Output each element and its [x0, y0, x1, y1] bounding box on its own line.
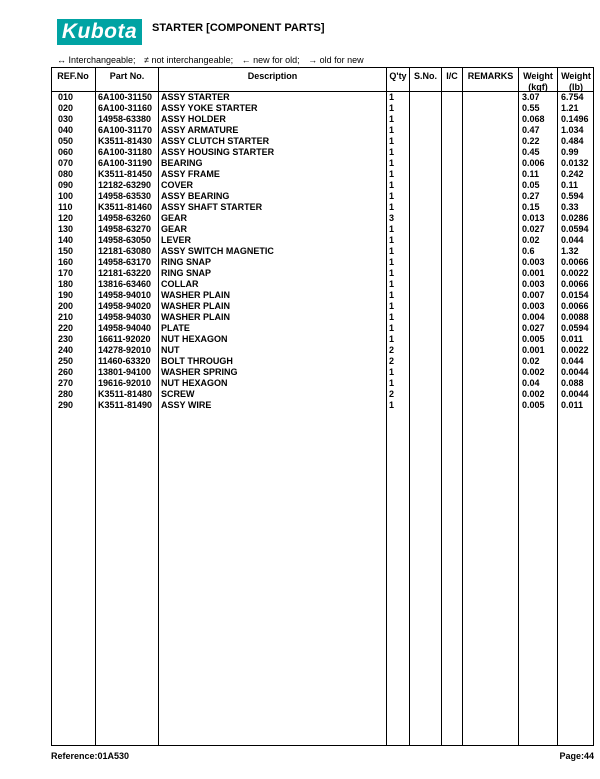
ref-number: 120: [58, 213, 74, 223]
logo-text: Kubota: [61, 20, 138, 43]
table-row: [51, 235, 594, 246]
quantity: 1: [389, 224, 395, 234]
weight-kgf: 0.027: [522, 323, 545, 333]
description: PLATE: [161, 323, 190, 333]
table-row: [51, 180, 594, 191]
quantity: 1: [389, 169, 395, 179]
table-row: [51, 246, 594, 257]
quantity: 1: [389, 180, 395, 190]
quantity: 2: [389, 345, 395, 355]
table-row: [51, 345, 594, 356]
legend-interchangeable: ↔ Interchangeable;: [57, 55, 136, 65]
weight-kgf: 0.003: [522, 257, 545, 267]
weight-kgf: 0.11: [522, 169, 540, 179]
weight-lb: 0.1496: [561, 114, 589, 124]
part-number: 14958-63380: [98, 114, 152, 124]
part-number: 14958-94020: [98, 301, 152, 311]
reference-code: Reference:01A530: [51, 751, 130, 761]
table-row: [51, 400, 594, 411]
quantity: 1: [389, 202, 395, 212]
description: WASHER PLAIN: [161, 301, 231, 311]
part-number: 14958-63260: [98, 213, 152, 223]
part-number: 6A100-31150: [98, 92, 153, 102]
ref-number: 160: [58, 257, 74, 267]
quantity: 1: [389, 268, 395, 278]
description: BEARING: [161, 158, 203, 168]
part-number: 19616-92010: [98, 378, 152, 388]
ref-number: 050: [58, 136, 74, 146]
part-number: 12182-63290: [98, 180, 152, 190]
part-number: 14958-63170: [98, 257, 152, 267]
weight-lb: 0.0044: [561, 367, 589, 377]
weight-lb: 0.0132: [561, 158, 589, 168]
weight-lb: 6.754: [561, 92, 584, 102]
weight-lb: 0.0022: [561, 268, 589, 278]
description: ASSY BEARING: [161, 191, 230, 201]
weight-kgf: 0.002: [522, 367, 545, 377]
ref-number: 140: [58, 235, 74, 245]
ref-number: 070: [58, 158, 74, 168]
part-number: 11460-63320: [98, 356, 151, 366]
weight-lb: 0.088: [561, 378, 584, 388]
weight-kgf: 0.027: [522, 224, 545, 234]
description: NUT: [161, 345, 180, 355]
table-row: [51, 356, 594, 367]
ref-number: 040: [58, 125, 74, 135]
description: ASSY FRAME: [161, 169, 220, 179]
weight-lb: 0.044: [561, 235, 584, 245]
weight-kgf: 0.02: [522, 235, 540, 245]
quantity: 2: [389, 356, 395, 366]
quantity: 1: [389, 191, 395, 201]
description: NUT HEXAGON: [161, 334, 228, 344]
part-number: 6A100-31190: [98, 158, 153, 168]
table-row: [51, 202, 594, 213]
col-header-weight-lb: Weight (lb): [561, 71, 591, 92]
legend: [57, 55, 370, 65]
weight-lb: 0.594: [561, 191, 584, 201]
description: GEAR: [161, 224, 188, 234]
ref-number: 020: [58, 103, 74, 113]
part-number: 16611-92020: [98, 334, 151, 344]
weight-kgf: 0.04: [522, 378, 540, 388]
table-row: [51, 367, 594, 378]
quantity: 1: [389, 235, 395, 245]
ref-number: 110: [58, 202, 73, 212]
ref-number: 280: [58, 389, 74, 399]
part-number: K3511-81450: [98, 169, 153, 179]
legend-old-for-new: → old for new: [308, 55, 364, 65]
ref-number: 290: [58, 400, 74, 410]
weight-lb: 0.044: [561, 356, 584, 366]
quantity: 1: [389, 136, 395, 146]
kubota-logo: [57, 19, 142, 45]
table-row: [51, 290, 594, 301]
weight-kgf: 0.001: [522, 268, 545, 278]
ref-number: 180: [58, 279, 74, 289]
page-number: Page:44: [559, 751, 594, 761]
description: ASSY WIRE: [161, 400, 212, 410]
ref-number: 240: [58, 345, 74, 355]
weight-kgf: 0.45: [522, 147, 540, 157]
description: WASHER PLAIN: [161, 312, 231, 322]
ref-number: 220: [58, 323, 74, 333]
part-number: 13801-94100: [98, 367, 152, 377]
weight-kgf: 0.22: [522, 136, 540, 146]
description: ASSY STARTER: [161, 92, 230, 102]
weight-kgf: 0.002: [522, 389, 545, 399]
ref-number: 230: [58, 334, 74, 344]
quantity: 2: [389, 389, 395, 399]
description: WASHER SPRING: [161, 367, 238, 377]
description: ASSY YOKE STARTER: [161, 103, 258, 113]
ref-number: 250: [58, 356, 74, 366]
quantity: 1: [389, 257, 395, 267]
part-number: 14958-63530: [98, 191, 152, 201]
weight-lb: 0.11: [561, 180, 579, 190]
weight-kgf: 0.005: [522, 400, 545, 410]
table-row: [51, 323, 594, 334]
weight-lb: 0.0594: [561, 323, 589, 333]
quantity: 1: [389, 147, 395, 157]
col-header-description: Description: [247, 71, 298, 81]
description: ASSY SHAFT STARTER: [161, 202, 263, 212]
part-number: 13816-63460: [98, 279, 152, 289]
quantity: 1: [389, 246, 395, 256]
part-number: K3511-81430: [98, 136, 153, 146]
weight-lb: 0.0286: [561, 213, 589, 223]
weight-lb: 1.21: [561, 103, 579, 113]
ref-number: 080: [58, 169, 74, 179]
table-row: [51, 169, 594, 180]
description: COLLAR: [161, 279, 199, 289]
col-header-remarks: REMARKS: [467, 71, 514, 81]
description: ASSY HOUSING STARTER: [161, 147, 275, 157]
table-row: [51, 312, 594, 323]
part-number: 14958-63270: [98, 224, 152, 234]
part-number: 12181-63220: [98, 268, 152, 278]
weight-lb: 1.034: [561, 125, 584, 135]
weight-kgf: 0.001: [522, 345, 545, 355]
weight-kgf: 0.02: [522, 356, 540, 366]
description: RING SNAP: [161, 257, 212, 267]
table-row: [51, 103, 594, 114]
weight-kgf: 3.07: [522, 92, 540, 102]
weight-lb: 1.32: [561, 246, 579, 256]
part-number: K3511-81460: [98, 202, 153, 212]
table-row: [51, 257, 594, 268]
col-header-ic: I/C: [446, 71, 458, 81]
ref-number: 130: [58, 224, 74, 234]
description: WASHER PLAIN: [161, 290, 231, 300]
legend-not-interchangeable: ≠ not interchangeable;: [144, 55, 234, 65]
ref-number: 010: [58, 92, 74, 102]
table-row: [51, 334, 594, 345]
part-number: 14958-94030: [98, 312, 152, 322]
col-header-weight-kgf: Weight (kgf): [523, 71, 553, 92]
weight-lb: 0.0066: [561, 257, 589, 267]
ref-number: 200: [58, 301, 74, 311]
description: ASSY HOLDER: [161, 114, 226, 124]
part-number: 6A100-31180: [98, 147, 153, 157]
quantity: 1: [389, 323, 395, 333]
ref-number: 260: [58, 367, 74, 377]
table-row: [51, 389, 594, 400]
col-header-sno: S.No.: [413, 71, 437, 81]
quantity: 3: [389, 213, 395, 223]
description: LEVER: [161, 235, 192, 245]
table-row: [51, 136, 594, 147]
part-number: K3511-81490: [98, 400, 153, 410]
col-header-part: Part No.: [109, 71, 145, 81]
table-row: [51, 301, 594, 312]
description: COVER: [161, 180, 194, 190]
weight-kgf: 0.15: [522, 202, 540, 212]
part-number: 12181-63080: [98, 246, 152, 256]
quantity: 1: [389, 312, 395, 322]
table-row: [51, 378, 594, 389]
weight-kgf: 0.27: [522, 191, 540, 201]
quantity: 1: [389, 103, 395, 113]
table-body: [51, 92, 594, 411]
part-number: K3511-81480: [98, 389, 153, 399]
quantity: 1: [389, 279, 395, 289]
table-row: [51, 279, 594, 290]
weight-kgf: 0.05: [522, 180, 540, 190]
table-row: [51, 158, 594, 169]
ref-number: 190: [58, 290, 74, 300]
part-number: 14278-92010: [98, 345, 152, 355]
weight-lb: 0.0594: [561, 224, 589, 234]
part-number: 14958-94040: [98, 323, 152, 333]
description: BOLT THROUGH: [161, 356, 233, 366]
part-number: 6A100-31170: [98, 125, 153, 135]
page-title: STARTER [COMPONENT PARTS]: [152, 22, 325, 34]
description: ASSY SWITCH MAGNETIC: [161, 246, 274, 256]
description: SCREW: [161, 389, 195, 399]
description: NUT HEXAGON: [161, 378, 228, 388]
weight-kgf: 0.005: [522, 334, 545, 344]
part-number: 14958-94010: [98, 290, 152, 300]
table-row: [51, 268, 594, 279]
description: ASSY ARMATURE: [161, 125, 239, 135]
weight-kgf: 0.013: [522, 213, 545, 223]
description: GEAR: [161, 213, 188, 223]
weight-lb: 0.0066: [561, 301, 589, 311]
ref-number: 150: [58, 246, 74, 256]
weight-lb: 0.0066: [561, 279, 589, 289]
weight-lb: 0.242: [561, 169, 584, 179]
table-row: [51, 114, 594, 125]
weight-kgf: 0.003: [522, 301, 545, 311]
description: ASSY CLUTCH STARTER: [161, 136, 270, 146]
weight-lb: 0.0154: [561, 290, 589, 300]
ref-number: 100: [58, 191, 74, 201]
quantity: 1: [389, 334, 395, 344]
ref-number: 090: [58, 180, 74, 190]
quantity: 1: [389, 158, 395, 168]
quantity: 1: [389, 378, 395, 388]
ref-number: 170: [58, 268, 74, 278]
part-number: 14958-63050: [98, 235, 152, 245]
table-row: [51, 147, 594, 158]
ref-number: 270: [58, 378, 74, 388]
weight-lb: 0.0088: [561, 312, 589, 322]
table-row: [51, 92, 594, 103]
quantity: 1: [389, 400, 395, 410]
col-header-qty: Q'ty: [389, 71, 407, 81]
col-header-ref: REF.No: [57, 71, 89, 81]
weight-kgf: 0.55: [522, 103, 540, 113]
quantity: 1: [389, 367, 395, 377]
table-row: [51, 125, 594, 136]
quantity: 1: [389, 290, 395, 300]
weight-lb: 0.0022: [561, 345, 589, 355]
description: RING SNAP: [161, 268, 212, 278]
quantity: 1: [389, 92, 395, 102]
quantity: 1: [389, 114, 395, 124]
table-row: [51, 224, 594, 235]
weight-kgf: 0.006: [522, 158, 545, 168]
weight-lb: 0.011: [561, 334, 584, 344]
weight-kgf: 0.004: [522, 312, 545, 322]
weight-kgf: 0.068: [522, 114, 545, 124]
table-row: [51, 213, 594, 224]
weight-kgf: 0.6: [522, 246, 535, 256]
weight-lb: 0.011: [561, 400, 584, 410]
ref-number: 060: [58, 147, 74, 157]
weight-lb: 0.33: [561, 202, 579, 212]
weight-lb: 0.99: [561, 147, 579, 157]
part-number: 6A100-31160: [98, 103, 153, 113]
weight-kgf: 0.003: [522, 279, 545, 289]
quantity: 1: [389, 125, 395, 135]
quantity: 1: [389, 301, 395, 311]
table-row: [51, 191, 594, 202]
weight-lb: 0.0044: [561, 389, 589, 399]
legend-new-for-old: ← new for old;: [241, 55, 300, 65]
ref-number: 210: [58, 312, 74, 322]
ref-number: 030: [58, 114, 74, 124]
weight-kgf: 0.47: [522, 125, 540, 135]
weight-kgf: 0.007: [522, 290, 545, 300]
weight-lb: 0.484: [561, 136, 584, 146]
